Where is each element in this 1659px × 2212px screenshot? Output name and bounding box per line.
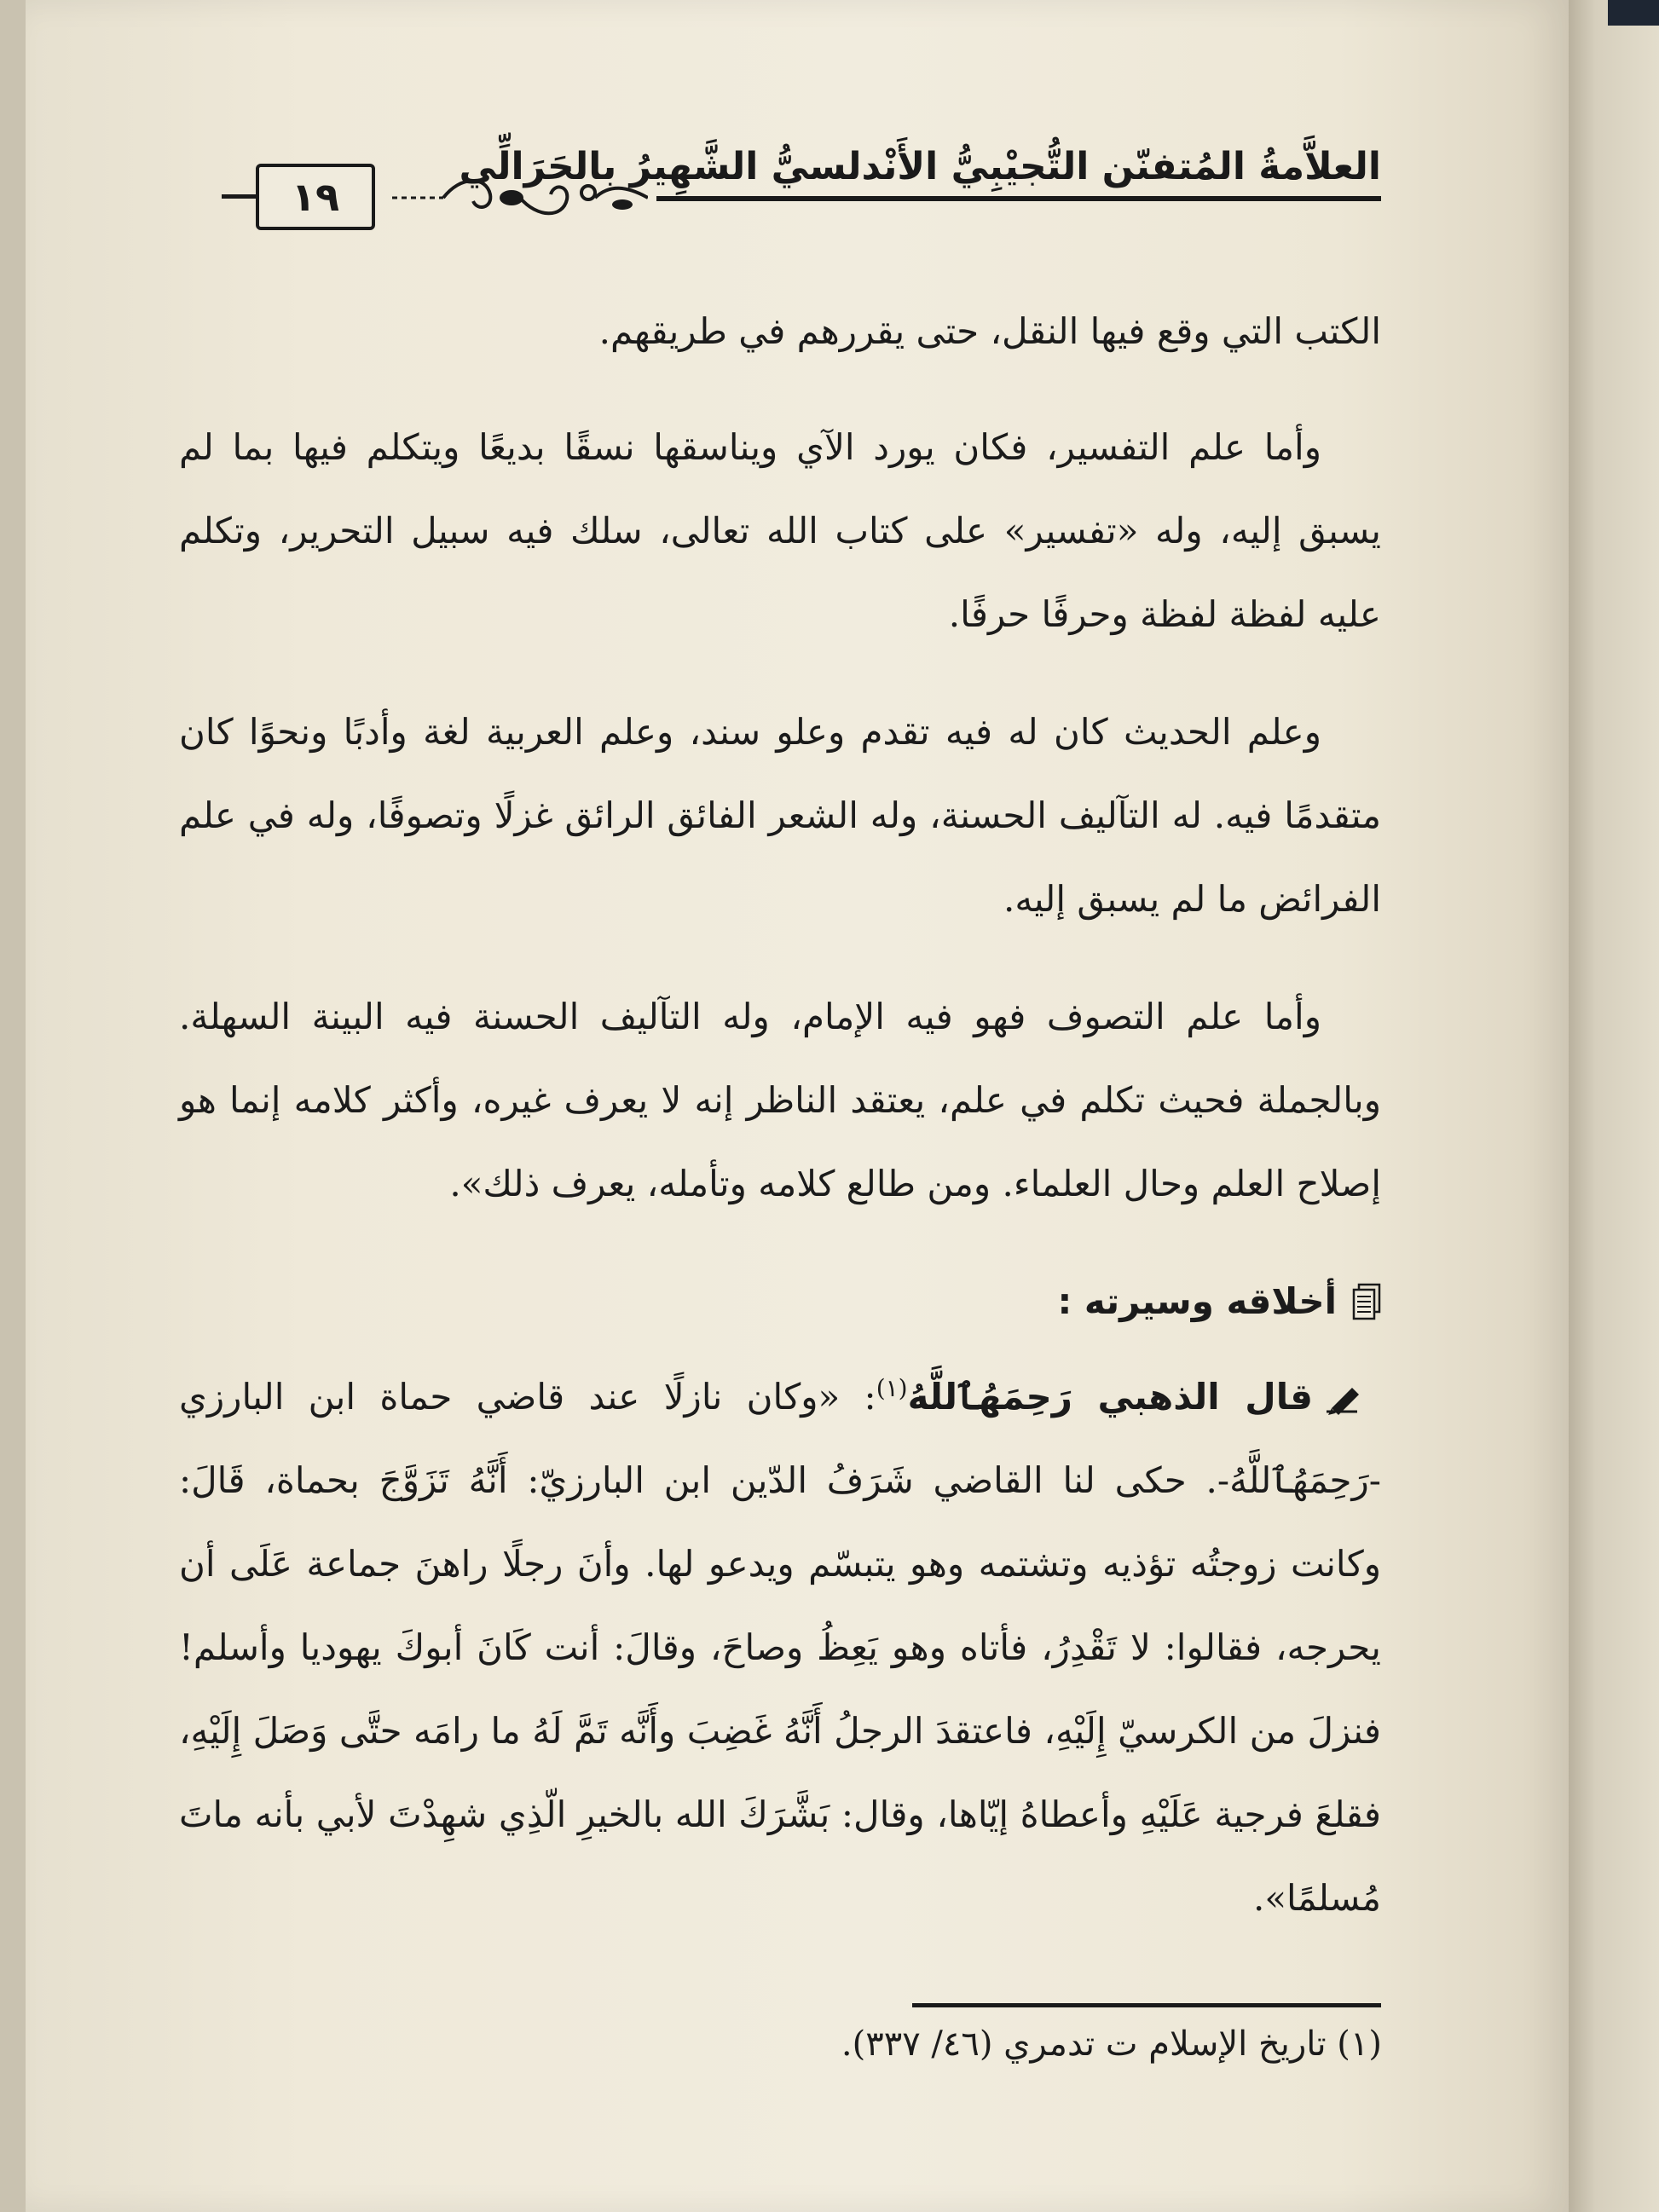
footnote-rule bbox=[912, 2003, 1381, 2007]
paragraph: وعلم الحديث كان له فيه تقدم وعلو سند، وعلم العربية لغة وأدبًا ونحوًا كان متقدمًا فيه. له التآليف الحسنة، وله الشعر الفائق الرائق غزلًا وتصوفًا، وله في علم الفرائض ما لم يسبق إليه. bbox=[179, 711, 1381, 920]
book-spine bbox=[1569, 0, 1659, 2212]
paragraph: وأما علم التصوف فهو فيه الإمام، وله التآليف الحسنة فيه البينة السهلة. وبالجملة فحيث تكلم في علم، يعتقد الناظر إنه لا يعرف غيره، وأكثر كلامه إنما هو إصلاح العلم وحال العلماء. ومن طالع كلامه وتأمله، يعرف ذلك». bbox=[179, 996, 1381, 1204]
section-heading bbox=[179, 1260, 1381, 1343]
quote-body: : «وكان نازلًا عند قاضي حماة ابن البارزي -رَحِمَهُٱللَّهُ-. حكى لنا القاضي شَرَفُ الدّين ابن البارزيّ: أَنَّهُ تَزَوَّجَ بحماة، قَالَ: وكانت زوجتُه تؤذيه وتشتمه وهو يتبسّم ويدعو لها. وأنَ رجلًا راهنَ جماعة عَلَى أن يحرجه، فقالوا: لا تَقْدِرُ، فأتاه وهو يَعِظُ وصاحَ، وقالَ: أنت كَانَ أبوكَ يهوديا وأسلم! فنزلَ من الكرسيّ إِلَيْهِ، فاعتقدَ الرجلُ أَنَّهُ غَضِبَ وأَنَّه تَمَّ لَهُ ما رامَه حتَّى وَصَلَ إِلَيْهِ، فقلعَ فرجية عَلَيْهِ وأعطاهُ إيّاها، وقال: بَشَّرَكَ الله بالخيرِ الّذِي شهِدْتَ لأبي بأنه ماتَ مُسلمًا». bbox=[179, 1376, 1381, 1919]
footnote: (١) تاريخ الإسلام ت تدمري (٤٦/ ٣٣٧). bbox=[841, 2024, 1382, 2064]
running-title: العلاَّمةُ المُتفنّن التُّجيْبِيُّ الأَنْدلسيُّ الشَّهِيرُ بالحَرَالِّي bbox=[459, 145, 1381, 188]
header-rule bbox=[656, 196, 1381, 201]
header-dash bbox=[222, 194, 256, 199]
documents-icon bbox=[1352, 1283, 1381, 1320]
pen-icon bbox=[1323, 1383, 1364, 1417]
footnote-reference: (١) bbox=[876, 1374, 908, 1402]
ornament-icon bbox=[392, 167, 648, 227]
paragraph: الكتب التي وقع فيها النقل، حتى يقررهم في طريقهم. bbox=[598, 310, 1381, 352]
page-number: ١٩ bbox=[256, 164, 375, 230]
page-body bbox=[179, 290, 1381, 1974]
quote-paragraph bbox=[179, 1347, 1381, 1940]
book-cover-corner bbox=[1608, 0, 1659, 26]
quote-author: قال الذهبي رَحِمَهُٱللَّهُ bbox=[907, 1376, 1313, 1418]
page-header bbox=[256, 128, 1381, 239]
section-heading-text: أخلاقه وسيرته : bbox=[1057, 1280, 1337, 1322]
paragraph: وأما علم التفسير، فكان يورد الآي ويناسقها نسقًا بديعًا ويتكلم فيها بما لم يسبق إليه، وله «تفسير» على كتاب الله تعالى، سلك فيه سبيل التحرير، وتكلم عليه لفظة لفظة وحرفًا حرفًا. bbox=[179, 426, 1381, 635]
